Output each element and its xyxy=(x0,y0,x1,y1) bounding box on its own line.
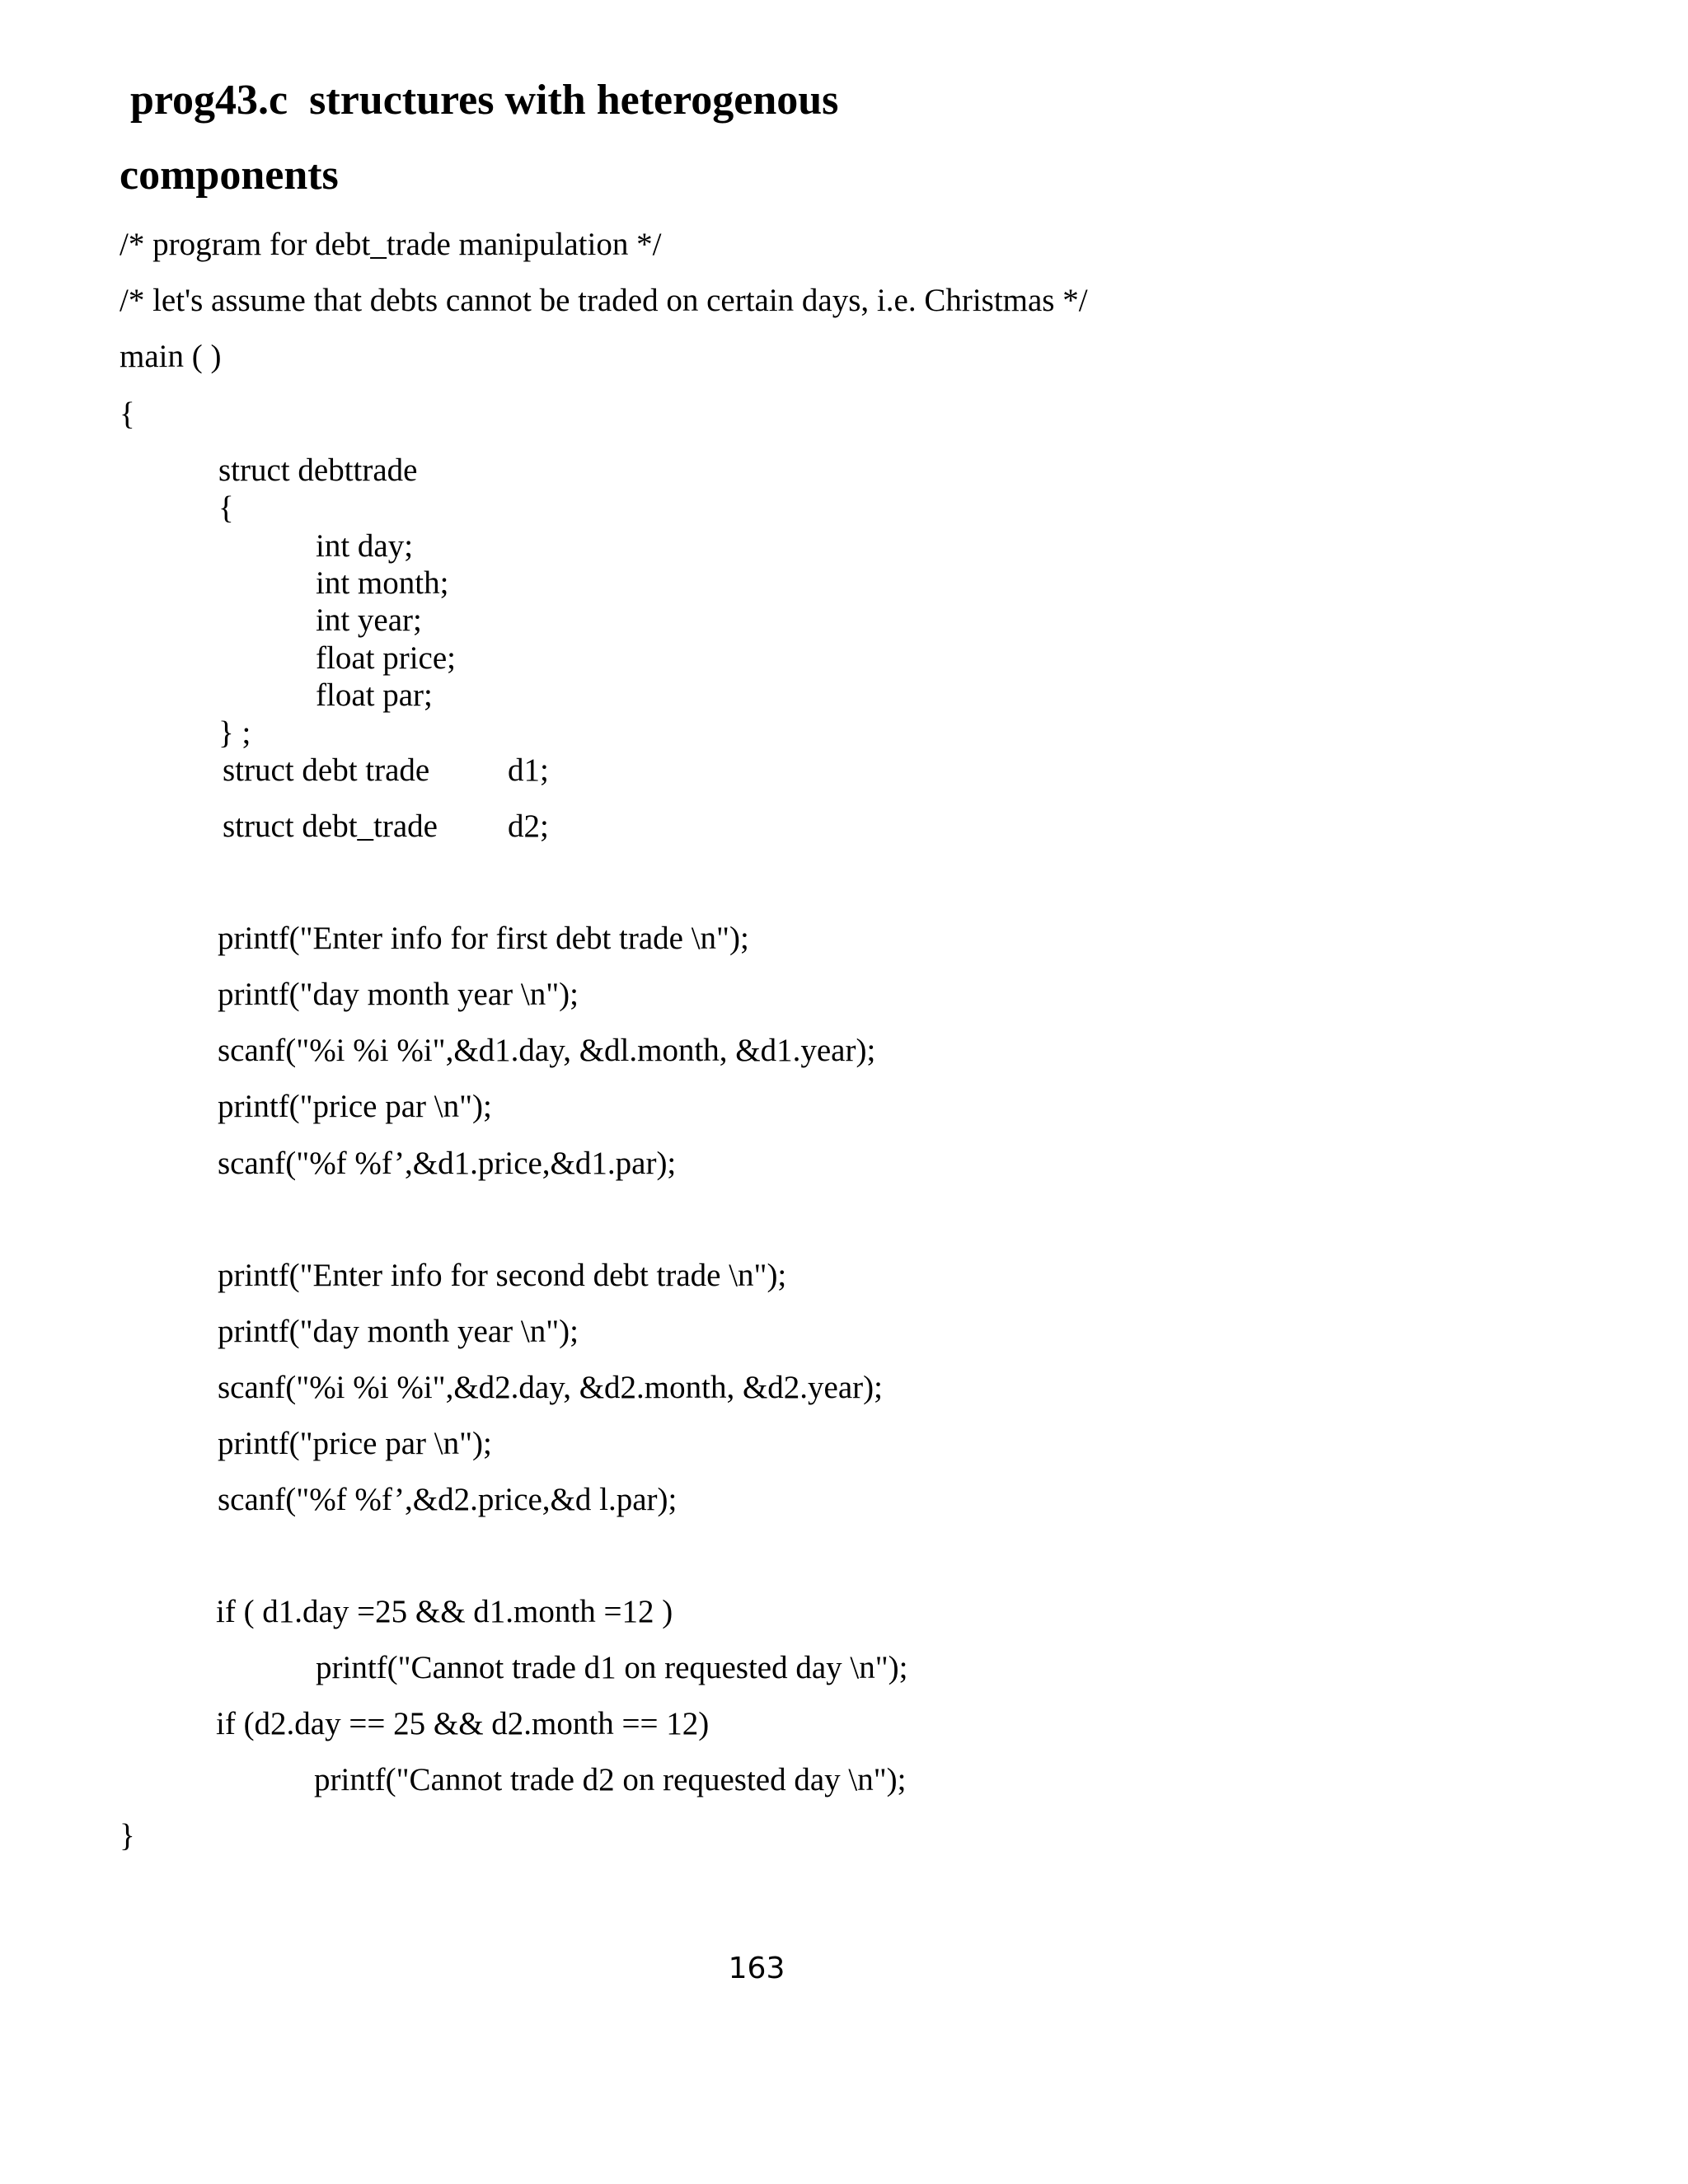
page-number: 163 xyxy=(728,1952,785,1985)
title-line-1: prog43.c structures with heterogenous xyxy=(130,77,839,124)
code-struct-open-brace: { xyxy=(218,490,234,526)
code-statement: printf("Enter info for second debt trade \n"); xyxy=(218,1258,787,1293)
code-comment: /* let's assume that debts cannot be traded on certain days, i.e. Christmas */ xyxy=(120,283,1088,318)
code-statement: scanf("%i %i %i",&d1.day, &dl.month, &d1.year); xyxy=(218,1033,876,1068)
code-struct-declaration: struct debttrade xyxy=(218,452,418,488)
code-struct-field: int year; xyxy=(316,602,422,638)
code-if-statement: if ( d1.day =25 && d1.month =12 ) xyxy=(216,1594,673,1629)
code-if-statement: if (d2.day == 25 && d2.month == 12) xyxy=(216,1706,710,1741)
code-statement: printf("day month year \n"); xyxy=(218,1314,579,1349)
code-statement: printf("Cannot trade d1 on requested day \n"); xyxy=(316,1650,908,1685)
code-statement: printf("price par \n"); xyxy=(218,1426,492,1461)
code-variable-name: d1; xyxy=(508,752,549,788)
code-struct-field: int day; xyxy=(316,528,414,564)
code-statement: printf("day month year \n"); xyxy=(218,977,579,1012)
code-struct-field: float price; xyxy=(316,640,456,676)
code-struct-field: int month; xyxy=(316,565,449,601)
code-statement: printf("Cannot trade d2 on requested day \n"); xyxy=(314,1762,907,1797)
code-variable-type: struct debt trade xyxy=(223,752,430,788)
code-comment: /* program for debt_trade manipulation */ xyxy=(120,227,662,262)
code-struct-close-brace: } ; xyxy=(218,715,251,751)
code-close-brace: } xyxy=(120,1818,135,1854)
code-statement: scanf("%f %f’,&d2.price,&d l.par); xyxy=(218,1482,678,1517)
code-main-declaration: main ( ) xyxy=(120,339,222,374)
code-variable-name: d2; xyxy=(508,808,549,844)
code-statement: scanf("%f %f’,&d1.price,&d1.par); xyxy=(218,1146,677,1181)
code-statement: scanf("%i %i %i",&d2.day, &d2.month, &d2.year); xyxy=(218,1370,883,1405)
code-struct-field: float par; xyxy=(316,677,433,713)
code-open-brace: { xyxy=(120,396,135,432)
title-line-2: components xyxy=(120,152,339,199)
code-statement: printf("price par \n"); xyxy=(218,1089,492,1124)
code-variable-type: struct debt_trade xyxy=(223,808,438,844)
code-statement: printf("Enter info for first debt trade \n"); xyxy=(218,921,749,956)
